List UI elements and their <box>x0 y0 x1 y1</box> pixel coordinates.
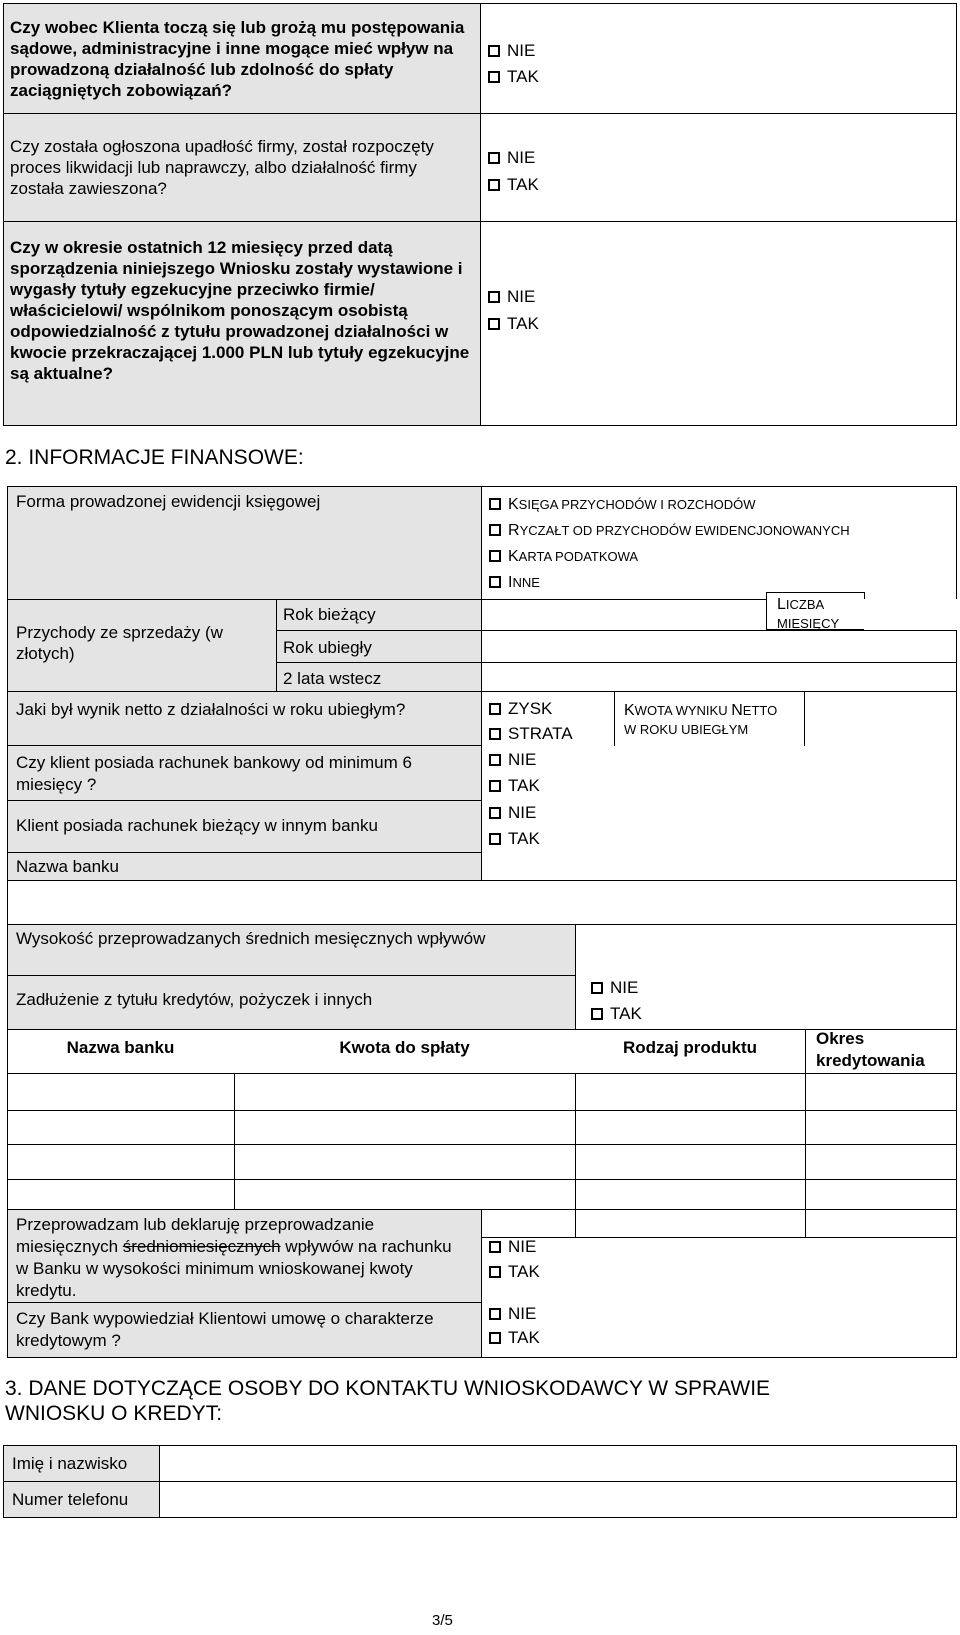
section-heading: 3. DANE DOTYCZĄCE OSOBY DO KONTAKTU WNIOSKODAWCY W SPRAWIE WNIOSKU O KREDYT: <box>5 1377 771 1425</box>
row-divider <box>3 221 957 222</box>
checkbox-inne[interactable]: INNE <box>489 570 540 596</box>
debt-header: Okres kredytowania <box>816 1029 925 1070</box>
checkbox-icon <box>489 1241 501 1253</box>
checkbox-nie[interactable]: NIE <box>489 1301 536 1327</box>
checkbox-tak[interactable]: TAK <box>488 64 539 90</box>
checkbox-icon <box>488 179 500 191</box>
checkbox-zysk[interactable]: ZYSK <box>489 696 552 722</box>
debt-header: Rodzaj produktu <box>622 1038 758 1057</box>
question-upadlosc: Czy została ogłoszona upadłość firmy, został rozpoczęty proces likwidacji lub naprawczy, albo działalność firmy została zawieszona? <box>10 137 434 198</box>
checkbox-nie[interactable]: NIE <box>488 284 535 310</box>
checkbox-ryczalt[interactable]: RYCZAŁT OD PRZYCHODÓW EWIDENCJONOWANYCH <box>489 518 850 544</box>
col-divider <box>614 691 615 746</box>
row-divider <box>276 630 957 631</box>
nazwa-banku-label: Nazwa banku <box>16 857 120 876</box>
checkbox-icon <box>488 71 500 83</box>
section-heading: 2. INFORMACJE FINANSOWE: <box>5 446 304 469</box>
ewidencja-label: Forma prowadzonej ewidencji księgowej <box>16 492 321 511</box>
checkbox-nie[interactable]: NIE <box>489 800 536 826</box>
checkbox-icon <box>489 576 501 588</box>
name-input[interactable] <box>160 1446 956 1481</box>
row-divider <box>3 113 957 114</box>
liczba-miesiecy-input[interactable] <box>864 599 957 630</box>
zadluzenie-label: Zadłużenie z tytułu kredytów, pożyczek i innych <box>16 990 373 1009</box>
row-divider <box>7 1302 482 1303</box>
checkbox-icon <box>488 291 500 303</box>
question-tytuly-egzekucyjne: Czy w okresie ostatnich 12 miesięcy przed datą sporządzenia niniejszego Wniosku zostały wystawione i wygasły tytuły egzekucyjne przeciwko firmie/ właścicielowi/ wspólnikom ponoszącym osobistą odpowiedzialność z tytułu prowadzonej działalności w kwocie przekraczającej 1.000 PLN lub tytuły egzekucyjne są aktualne? <box>10 238 470 383</box>
row-divider <box>7 800 482 801</box>
year-label: 2 lata wstecz <box>283 669 382 688</box>
debt-header: Kwota do spłaty <box>339 1038 470 1057</box>
checkbox-strata[interactable]: STRATA <box>489 721 573 747</box>
checkbox-icon <box>591 982 603 994</box>
row-divider <box>7 1144 957 1145</box>
name-label: Imię i nazwisko <box>12 1454 128 1473</box>
checkbox-icon <box>489 703 501 715</box>
checkbox-icon <box>489 728 501 740</box>
checkbox-icon <box>489 1308 501 1320</box>
debt-header: Nazwa banku <box>66 1038 175 1057</box>
year-label: Rok ubiegły <box>283 638 372 657</box>
checkbox-icon <box>489 524 501 536</box>
phone-label: Numer telefonu <box>12 1490 129 1509</box>
row-divider <box>7 1179 957 1180</box>
rachunek-question: Czy klient posiada rachunek bankowy od minimum 6 miesięcy ? <box>16 753 412 794</box>
wplywy-label: Wysokość przeprowadzanych średnich mesięcznych wpływów <box>16 929 486 948</box>
checkbox-ksiega[interactable]: KSIĘGA PRZYCHODÓW I ROZCHODÓW <box>489 492 756 518</box>
checkbox-icon <box>489 498 501 510</box>
innym-banku-question: Klient posiada rachunek bieżący w innym banku <box>16 816 378 835</box>
liczba-miesiecy-label: LICZBA MIESIĘCY <box>777 596 840 631</box>
checkbox-tak[interactable]: TAK <box>488 311 539 337</box>
row-divider <box>276 662 957 663</box>
checkbox-tak[interactable]: TAK <box>488 172 539 198</box>
przychody-label: Przychody ze sprzedaży (w złotych) <box>16 623 223 663</box>
checkbox-icon <box>489 1266 501 1278</box>
checkbox-icon <box>591 1008 603 1020</box>
col-divider <box>804 691 805 746</box>
checkbox-nie[interactable]: NIE <box>489 747 536 773</box>
checkbox-tak[interactable]: TAK <box>489 1259 540 1285</box>
checkbox-icon <box>488 318 500 330</box>
checkbox-tak[interactable]: TAK <box>591 1001 642 1027</box>
checkbox-icon <box>489 780 501 792</box>
row-divider <box>7 745 482 746</box>
checkbox-icon <box>489 550 501 562</box>
checkbox-tak[interactable]: TAK <box>489 826 540 852</box>
nazwa-banku-input[interactable] <box>7 880 957 925</box>
checkbox-nie[interactable]: NIE <box>488 38 535 64</box>
deklaracja-answers <box>481 1209 957 1358</box>
checkbox-nie[interactable]: NIE <box>488 145 535 171</box>
checkbox-icon <box>488 45 500 57</box>
checkbox-nie[interactable]: NIE <box>591 975 638 1001</box>
phone-input[interactable] <box>160 1482 956 1517</box>
checkbox-icon <box>489 833 501 845</box>
section1-answers-column <box>480 3 957 426</box>
row-divider <box>7 691 957 692</box>
page-number: 3/5 <box>432 1612 453 1629</box>
wypowiedzial-question: Czy Bank wypowiedział Klientowi umowę o charakterze kredytowym ? <box>16 1309 434 1350</box>
debt-table <box>7 1029 957 1238</box>
row-divider <box>7 852 482 853</box>
checkbox-nie[interactable]: NIE <box>489 1234 536 1260</box>
checkbox-karta-podatkowa[interactable]: KARTA PODATKOWA <box>489 544 638 570</box>
row-divider <box>7 1073 957 1074</box>
checkbox-tak[interactable]: TAK <box>489 1325 540 1351</box>
col-divider <box>276 599 277 691</box>
row-divider <box>7 1110 957 1111</box>
checkbox-icon <box>489 754 501 766</box>
question-postepowania: Czy wobec Klienta toczą się lub grożą mu postępowania sądowe, administracyjne i inne mogące mieć wpływ na prowadzoną działalność lub zdolność do spłaty zaciągniętych zobowiązań? <box>10 18 465 100</box>
year-label: Rok bieżący <box>283 605 376 624</box>
checkbox-icon <box>489 1332 501 1344</box>
checkbox-tak[interactable]: TAK <box>489 773 540 799</box>
col-divider <box>805 1029 806 1238</box>
checkbox-icon <box>489 807 501 819</box>
deklaracja-text: Przeprowadzam lub deklaruję przeprowadzanie miesięcznych średniomiesięcznych wpływów na rachunku w Banku w wysokości minimum wnioskowanej kwoty kredytu. <box>16 1215 452 1300</box>
checkbox-icon <box>488 152 500 164</box>
row-divider <box>7 975 576 976</box>
wynik-question: Jaki był wynik netto z działalności w roku ubiegłym? <box>16 700 406 719</box>
kwota-wyniku-label: KWOTA WYNIKU NETTO W ROKU UBIEGŁYM <box>624 702 778 737</box>
